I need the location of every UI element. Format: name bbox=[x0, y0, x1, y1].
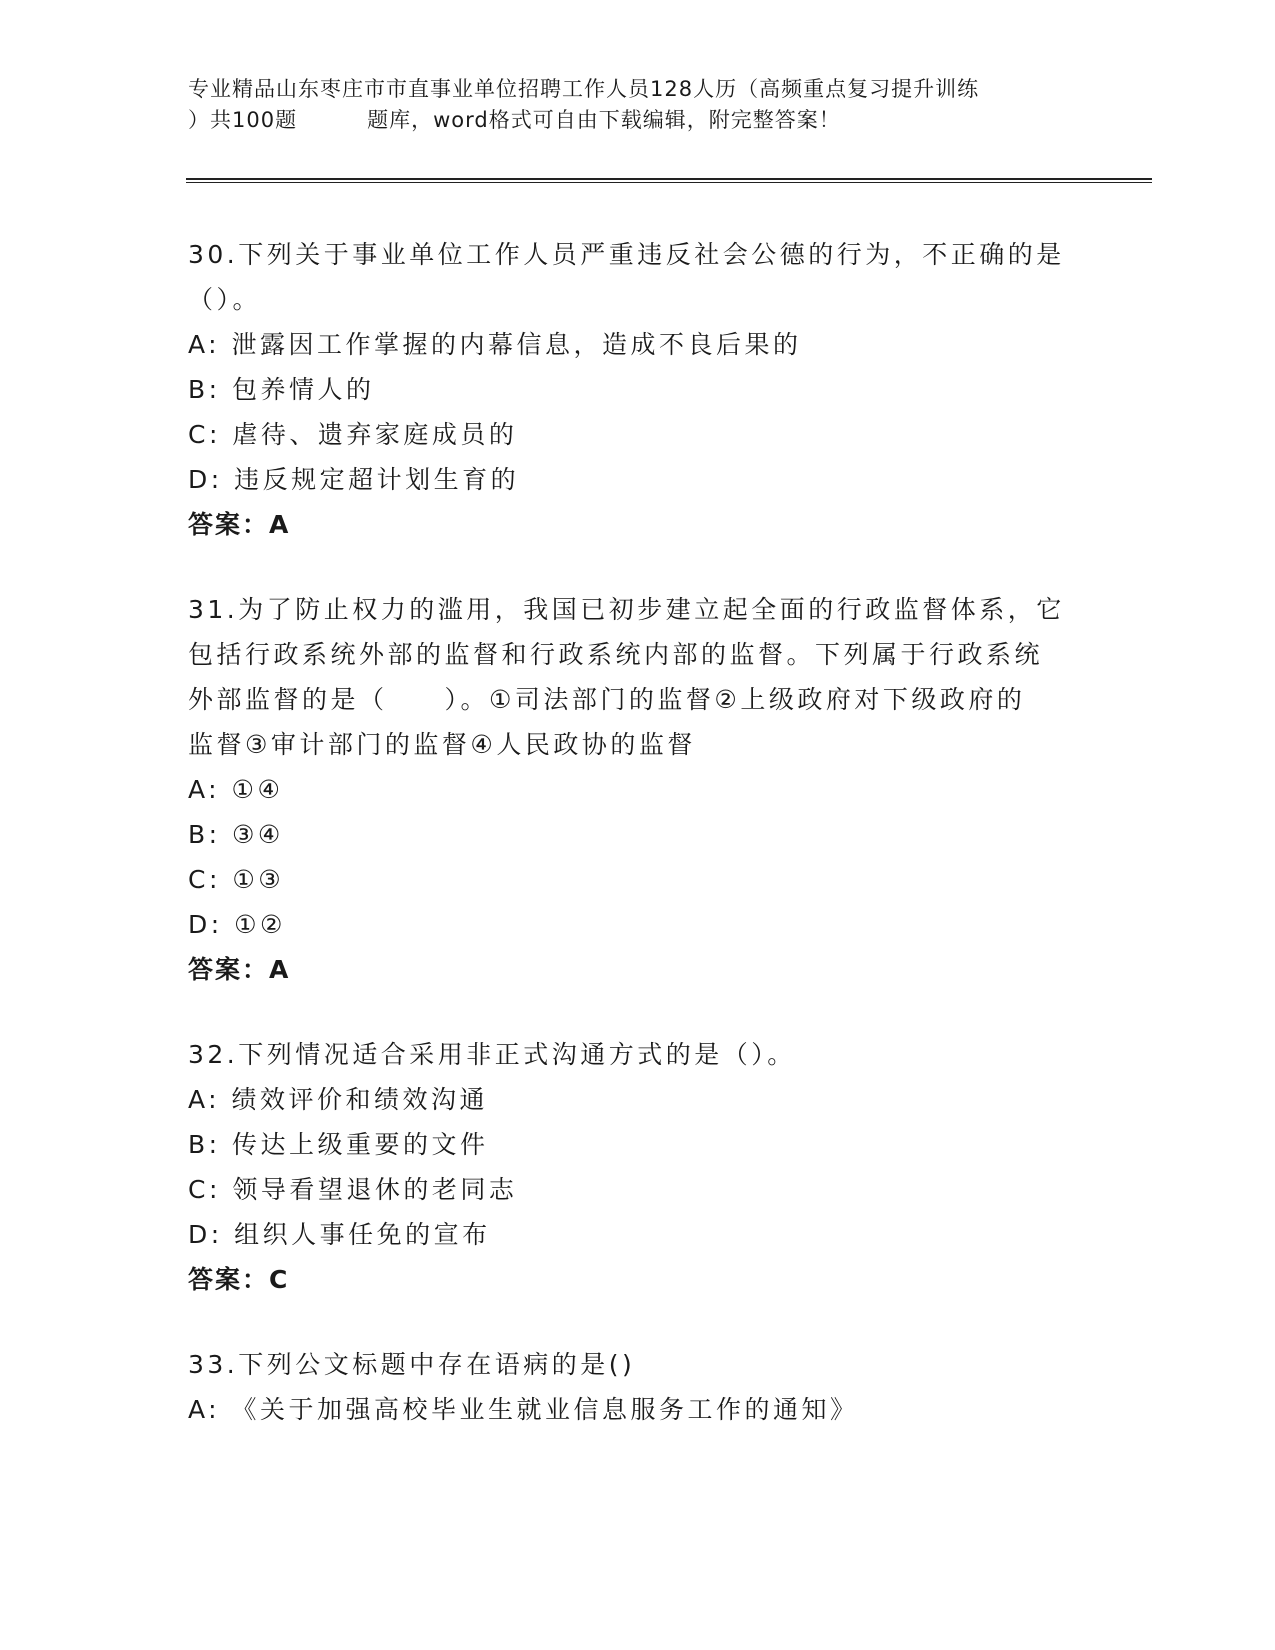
option-c: C: ①③ bbox=[188, 865, 285, 894]
option-b: B: 包养情人的 bbox=[188, 375, 375, 404]
page-header bbox=[188, 74, 1088, 136]
question-stem-line: 监督③审计部门的监督④人民政协的监督 bbox=[188, 730, 696, 759]
option-a: A: 绩效评价和绩效沟通 bbox=[188, 1085, 489, 1114]
question-stem-line: 32.下列情况适合采用非正式沟通方式的是（）。 bbox=[188, 1040, 796, 1069]
answer: 答案：A bbox=[188, 955, 291, 984]
answer: 答案：A bbox=[188, 510, 291, 539]
header-line-2 bbox=[188, 105, 1088, 136]
option-b: B: 传达上级重要的文件 bbox=[188, 1130, 489, 1159]
question-stem-line: 33.下列公文标题中存在语病的是() bbox=[188, 1350, 636, 1379]
option-d: D: ①② bbox=[188, 910, 286, 939]
question-stem-line: 31.为了防止权力的滥用，我国已初步建立起全面的行政监督体系，它 bbox=[188, 595, 1065, 624]
header-line-1: 专业精品山东枣庄市市直事业单位招聘工作人员128人历（高频重点复习提升训练 bbox=[188, 77, 980, 101]
option-b: B: ③④ bbox=[188, 820, 284, 849]
question-33 bbox=[188, 1342, 1088, 1432]
question-list bbox=[188, 232, 1088, 1472]
question-stem-line: （）。 bbox=[188, 285, 262, 314]
header-divider bbox=[186, 178, 1152, 183]
question-31 bbox=[188, 587, 1088, 992]
question-30 bbox=[188, 232, 1088, 547]
question-stem-line: 包括行政系统外部的监督和行政系统内部的监督。下列属于行政系统 bbox=[188, 640, 1044, 669]
option-a: A: ①④ bbox=[188, 775, 284, 804]
option-a: A: 泄露因工作掌握的内幕信息，造成不良后果的 bbox=[188, 330, 802, 359]
answer: 答案：C bbox=[188, 1265, 290, 1294]
question-stem-line: 外部监督的是（ ）。①司法部门的监督②上级政府对下级政府的 bbox=[188, 685, 1026, 714]
option-a: A: 《关于加强高校毕业生就业信息服务工作的通知》 bbox=[188, 1395, 859, 1424]
option-c: C: 领导看望退休的老同志 bbox=[188, 1175, 518, 1204]
question-stem-line: 30.下列关于事业单位工作人员严重违反社会公德的行为，不正确的是 bbox=[188, 240, 1065, 269]
question-32 bbox=[188, 1032, 1088, 1302]
option-d: D: 违反规定超计划生育的 bbox=[188, 465, 520, 494]
option-c: C: 虐待、遗弃家庭成员的 bbox=[188, 420, 518, 449]
header-line-2-end: 题库，word格式可自由下载编辑，附完整答案！ bbox=[367, 108, 841, 132]
option-d: D: 组织人事任免的宣布 bbox=[188, 1220, 491, 1249]
header-line-2-start: ）共100题 bbox=[188, 108, 298, 132]
